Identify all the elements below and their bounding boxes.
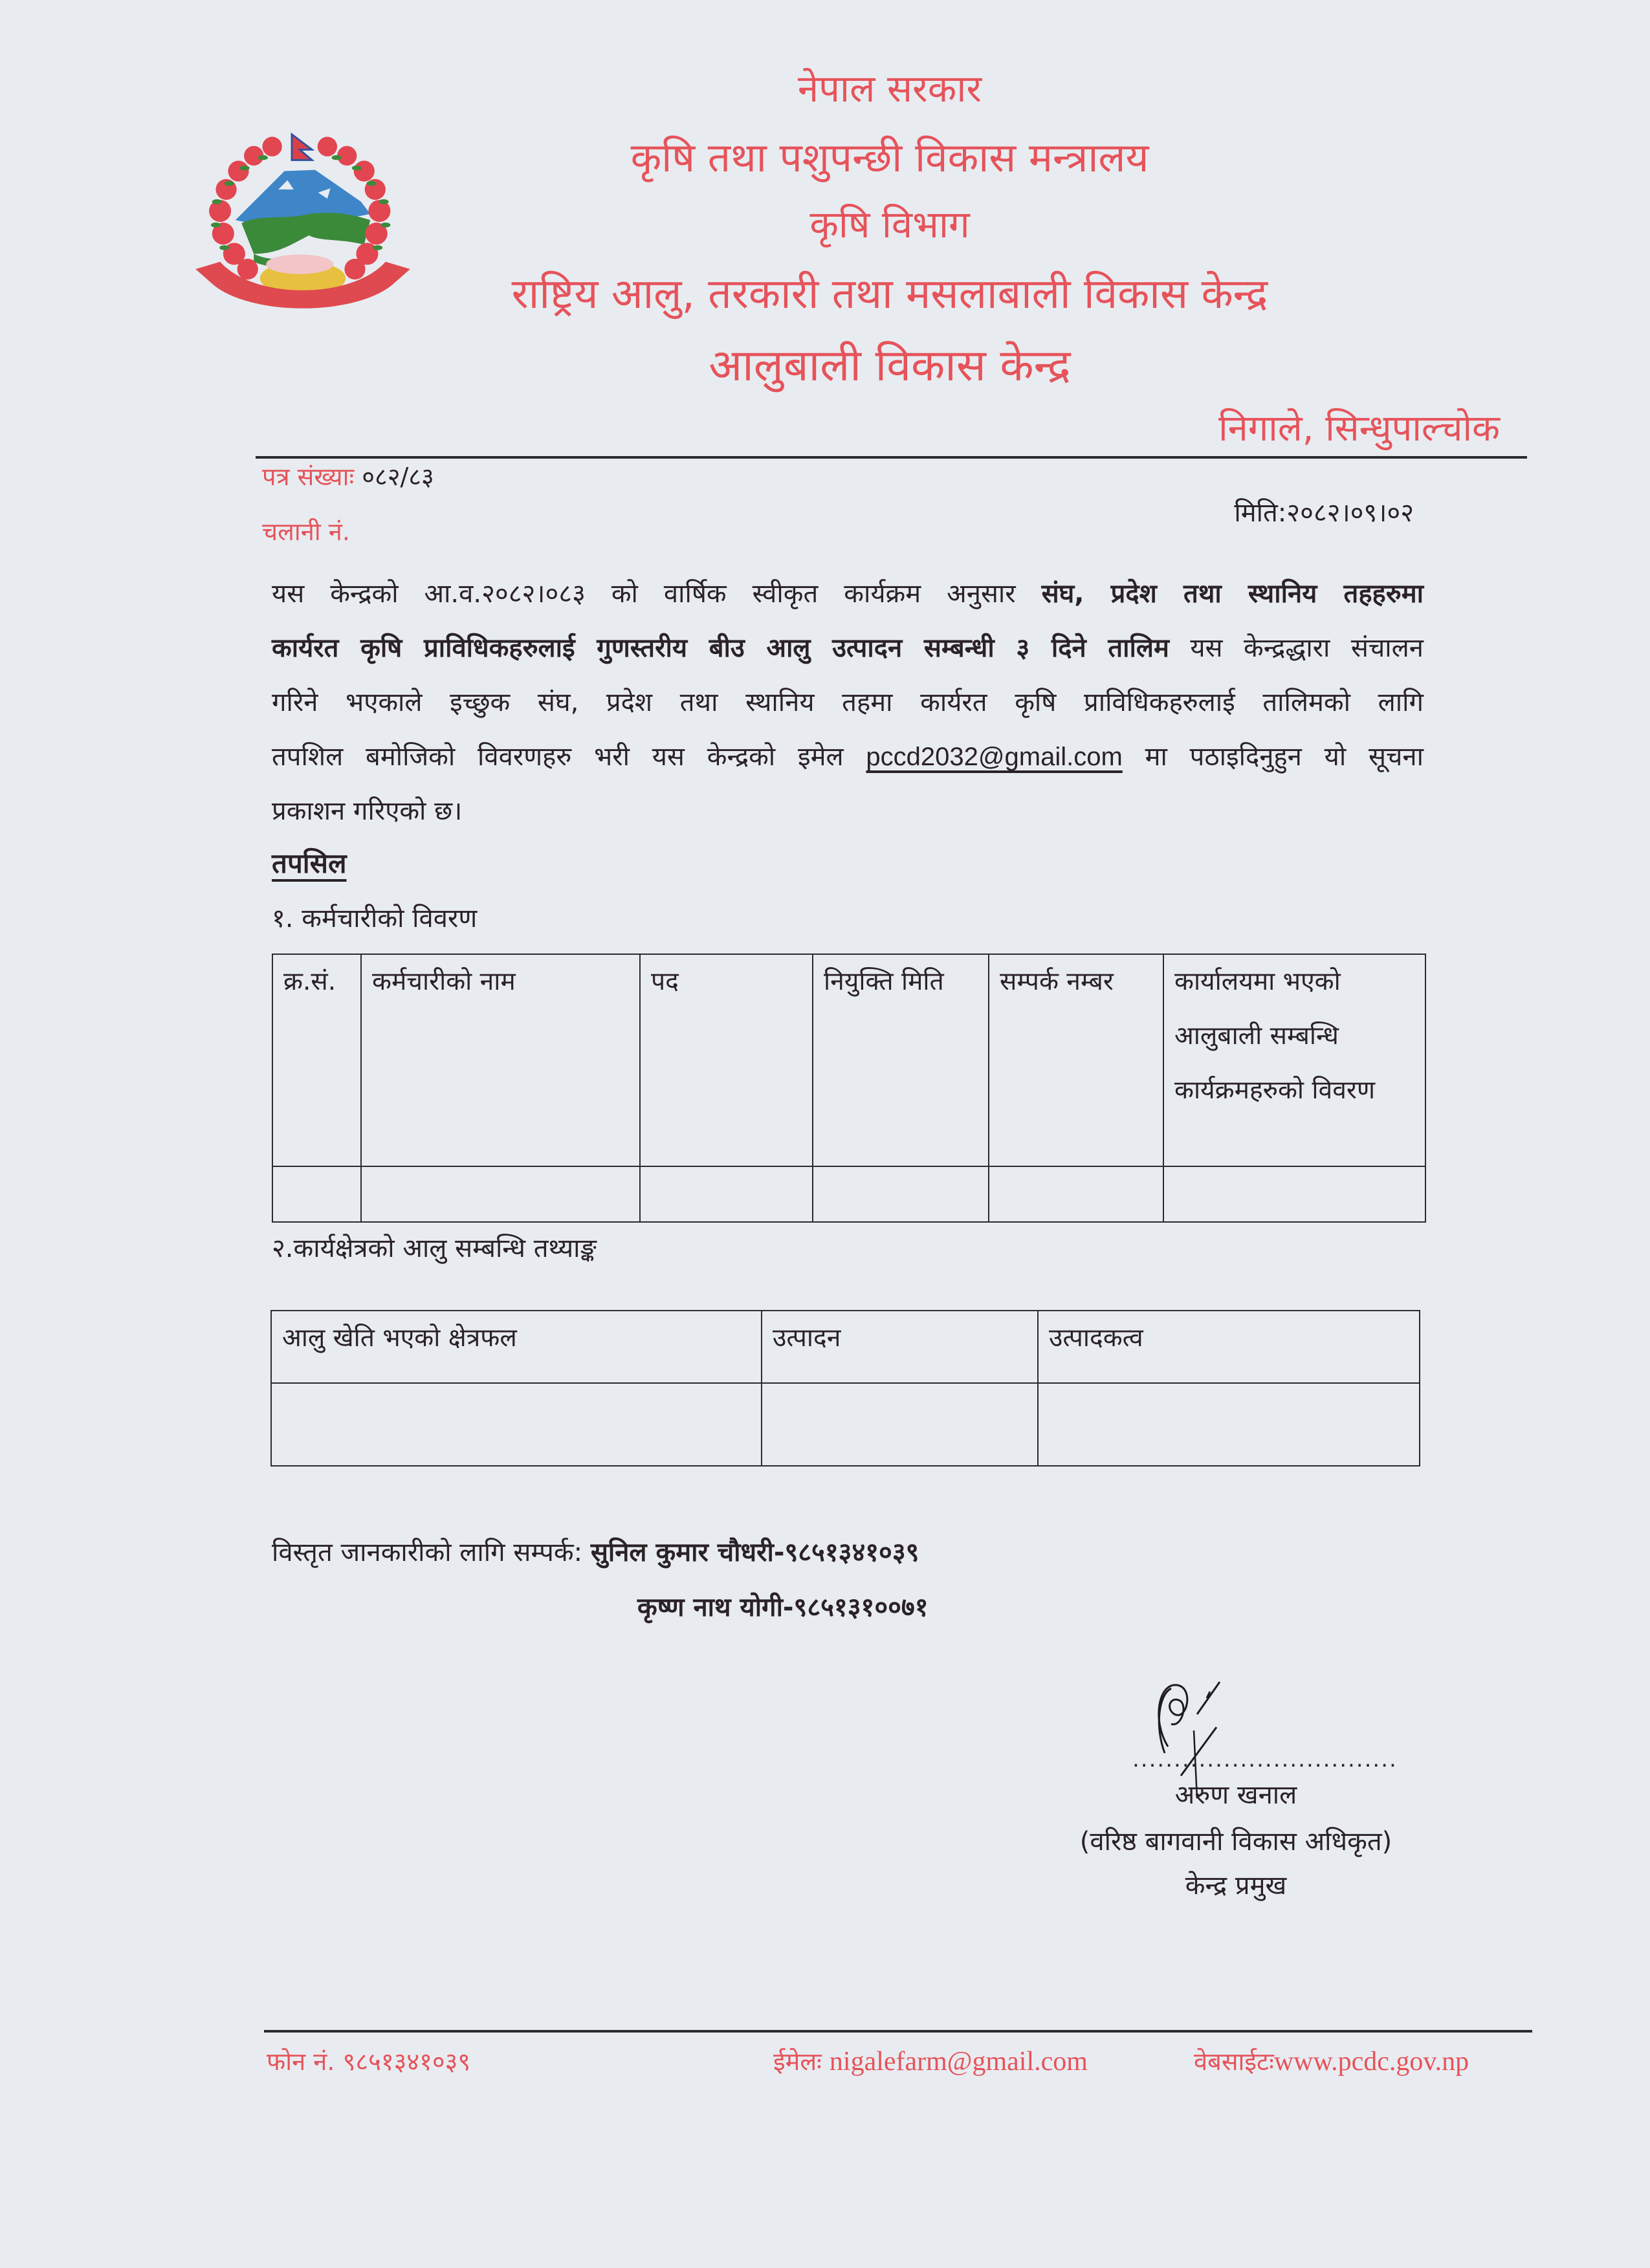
table-cell[interactable] (1038, 1383, 1420, 1466)
letterhead-office: आलुबाली विकास केन्द्र (709, 340, 1071, 391)
signature-line: ................................ (1132, 1747, 1398, 1772)
table-header-row (272, 954, 1425, 1166)
footer-phone-value[interactable]: ९८५१३४१०३९ (342, 2047, 471, 2076)
column-header-name: कर्मचारीको नाम (361, 954, 640, 1166)
footer-email-label: ईमेलः (773, 2047, 830, 2076)
letterhead-national-center: राष्ट्रिय आलु, तरकारी तथा मसलाबाली विकास केन्द्र (511, 270, 1268, 318)
signature-block (1035, 1669, 1436, 1902)
footer-website (1194, 2044, 1469, 2078)
paragraph-bold-text: संघ, प्रदेश तथा स्थानिय तहहरुमा (1041, 579, 1424, 609)
paragraph-text: प्रकाशन गरिएको छ। (272, 796, 463, 826)
footer-email-link[interactable]: nigalefarm@gmail.com (829, 2047, 1088, 2077)
column-header-serial: क्र.सं. (272, 954, 361, 1166)
paragraph-line (272, 730, 1424, 784)
footer-phone (267, 2044, 470, 2078)
footer-divider (264, 2030, 1532, 2033)
paragraph-text: तपशिल बमोजिको विवरणहरु भरी यस केन्द्रको इमेल (272, 742, 866, 772)
paragraph-text: यस केन्द्रद्धारा संचालन (1169, 633, 1424, 663)
signatory-name: अरुण खनाल (1174, 1780, 1297, 1810)
details-heading: तपसिल (272, 847, 347, 879)
column-header-contact-number: सम्पर्क नम्बर (989, 954, 1163, 1166)
notice-paragraph (272, 567, 1424, 838)
dispatch-number-label: चलानी नं. (262, 518, 350, 546)
letterhead-government: नेपाल सरकार (797, 67, 982, 111)
section1-title: १. कर्मचारीको विवरण (272, 904, 478, 933)
letterhead-location: निगाले, सिन्धुपाल्चोक (1218, 408, 1500, 450)
table-row (272, 1166, 1425, 1222)
column-header-area: आलु खेति भएको क्षेत्रफल (271, 1311, 762, 1383)
footer-website-link[interactable]: www.pcdc.gov.np (1273, 2047, 1469, 2077)
paragraph-line (272, 675, 1424, 730)
potato-statistics-table (270, 1310, 1420, 1467)
footer-phone-label: फोन नं. (267, 2047, 343, 2076)
contact-person-1: सुनिल कुमार चौधरी-९८५१३४१०३९ (590, 1538, 919, 1567)
header-divider (256, 456, 1527, 459)
paragraph-text: मा पठाइदिनुहुन यो सूचना (1122, 742, 1424, 772)
letter-number-value: ०८२/८३ (362, 463, 434, 491)
contact-info (272, 1533, 919, 1569)
paragraph-line (272, 567, 1424, 621)
column-header-production: उत्पादन (762, 1311, 1038, 1383)
letter-date: मिति:२०८२।०९।०२ (1234, 498, 1414, 528)
letterhead-department: कृषि विभाग (809, 202, 970, 246)
paragraph-text: गरिने भएकाले इच्छुक संघ, प्रदेश तथा स्थानिय तहमा कार्यरत कृषि प्राविधिकहरुलाई तालिमको लागि (272, 688, 1424, 717)
table-cell[interactable] (272, 1166, 361, 1222)
staff-details-table (272, 954, 1426, 1223)
email-link[interactable]: pccd2032@gmail.com (866, 743, 1123, 771)
table-cell[interactable] (1163, 1166, 1425, 1222)
column-header-position: पद (640, 954, 813, 1166)
table-cell[interactable] (640, 1166, 813, 1222)
signatory-role: केन्द्र प्रमुख (1185, 1871, 1287, 1901)
dispatch-number (262, 514, 350, 548)
footer-email (773, 2044, 1088, 2078)
paragraph-line (272, 621, 1424, 675)
column-header-programs: कार्यालयमा भएको आलुबाली सम्बन्धि कार्यक्रमहरुको विवरण (1163, 954, 1425, 1166)
section2-title: २.कार्यक्षेत्रको आलु सम्बन्धि तथ्याङ्क (272, 1234, 597, 1263)
table-cell[interactable] (813, 1166, 989, 1222)
contact-label: विस्तृत जानकारीको लागि सम्पर्क: (272, 1538, 591, 1567)
table-cell[interactable] (361, 1166, 640, 1222)
letter-number (262, 459, 434, 493)
letterhead-ministry: कृषि तथा पशुपन्छी विकास मन्त्रालय (630, 134, 1149, 181)
table-cell[interactable] (762, 1383, 1038, 1466)
column-header-productivity: उत्पादकत्व (1038, 1311, 1420, 1383)
column-header-appointment-date: नियुक्ति मिति (813, 954, 989, 1166)
paragraph-bold-text: कार्यरत कृषि प्राविधिकहरुलाई गुणस्तरीय बीउ आलु उत्पादन सम्बन्धी ३ दिने तालिम (272, 633, 1169, 663)
footer-website-label: वेबसाईटः (1194, 2047, 1274, 2076)
paragraph-text: यस केन्द्रको आ.व.२०८२।०८३ को वार्षिक स्वीकृत कार्यक्रम अनुसार (272, 579, 1042, 609)
signatory-title: (वरिष्ठ बागवानी विकास अधिकृत) (1079, 1827, 1392, 1857)
table-header-row (271, 1311, 1420, 1383)
table-cell[interactable] (989, 1166, 1163, 1222)
contact-person-2: कृष्ण नाथ योगी-९८५१३१००७१ (637, 1593, 929, 1622)
letter-number-label: पत्र संख्याः (262, 463, 355, 491)
table-row (271, 1383, 1420, 1466)
table-cell[interactable] (271, 1383, 762, 1466)
paragraph-line (272, 784, 1424, 838)
